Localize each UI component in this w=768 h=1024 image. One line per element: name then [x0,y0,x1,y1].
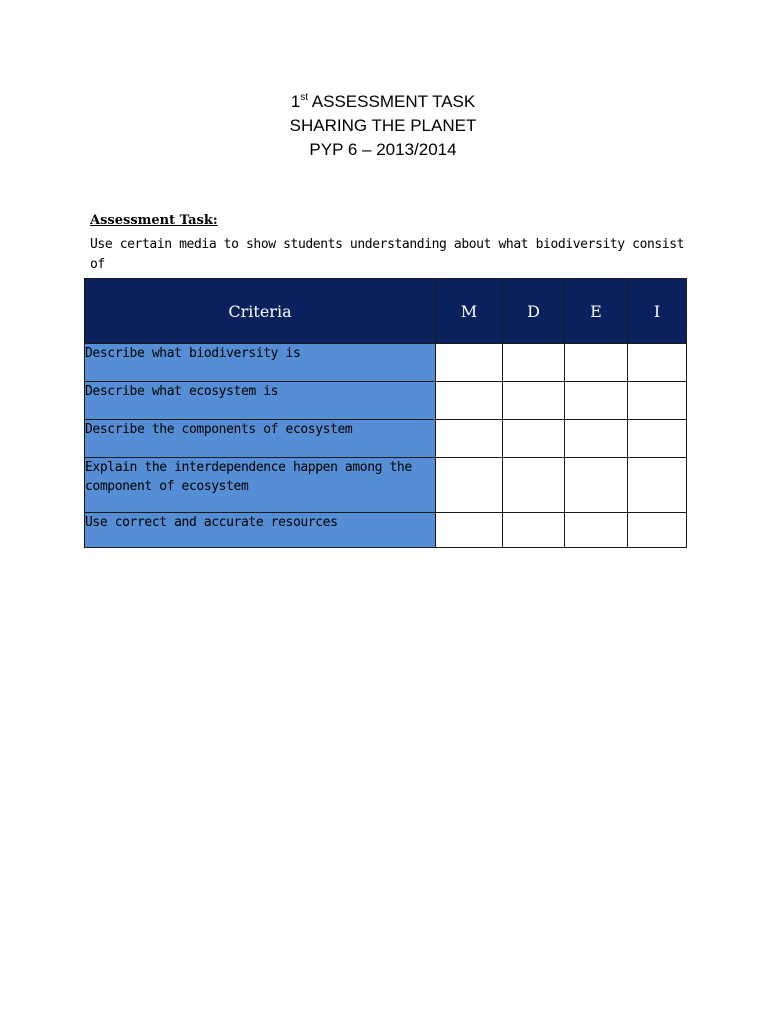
mark-cell-d[interactable] [503,382,565,420]
document-title [0,90,768,162]
criterion-cell: Describe what ecosystem is [85,382,436,420]
mark-cell-d[interactable] [503,344,565,382]
header-e: E [565,279,628,344]
table-row [85,344,687,382]
mark-cell-i[interactable] [628,382,687,420]
title-ordinal-suffix: st [300,92,308,103]
mark-cell-i[interactable] [628,513,687,548]
mark-cell-e[interactable] [565,458,628,513]
title-assessment-task: ASSESSMENT TASK [308,92,476,111]
mark-cell-d[interactable] [503,420,565,458]
mark-cell-e[interactable] [565,513,628,548]
mark-cell-d[interactable] [503,513,565,548]
header-criteria: Criteria [85,279,436,344]
rubric-header-row [85,279,687,344]
header-d: D [503,279,565,344]
task-heading: Assessment Task: [90,213,218,228]
mark-cell-i[interactable] [628,344,687,382]
mark-cell-m[interactable] [436,420,503,458]
task-description: Use certain media to show students understanding about what biodiversity consist of [90,237,685,272]
mark-cell-m[interactable] [436,513,503,548]
mark-cell-m[interactable] [436,458,503,513]
criterion-cell: Describe the components of ecosystem [85,420,436,458]
mark-cell-i[interactable] [628,420,687,458]
mark-cell-e[interactable] [565,344,628,382]
table-row [85,382,687,420]
title-ordinal-number: 1 [290,92,301,111]
title-line-1 [0,90,768,114]
header-m: M [436,279,503,344]
mark-cell-e[interactable] [565,382,628,420]
mark-cell-m[interactable] [436,344,503,382]
header-i: I [628,279,687,344]
title-line-2: SHARING THE PLANET [289,116,477,135]
criterion-cell: Explain the interdependence happen among the component of ecosystem [85,458,436,513]
mark-cell-d[interactable] [503,458,565,513]
table-row [85,420,687,458]
title-line-3: PYP 6 – 2013/2014 [309,140,457,159]
table-row [85,513,687,548]
criterion-cell: Use correct and accurate resources [85,513,436,548]
mark-cell-m[interactable] [436,382,503,420]
rubric-table [84,278,687,548]
mark-cell-i[interactable] [628,458,687,513]
mark-cell-e[interactable] [565,420,628,458]
table-row [85,458,687,513]
criterion-cell: Describe what biodiversity is [85,344,436,382]
